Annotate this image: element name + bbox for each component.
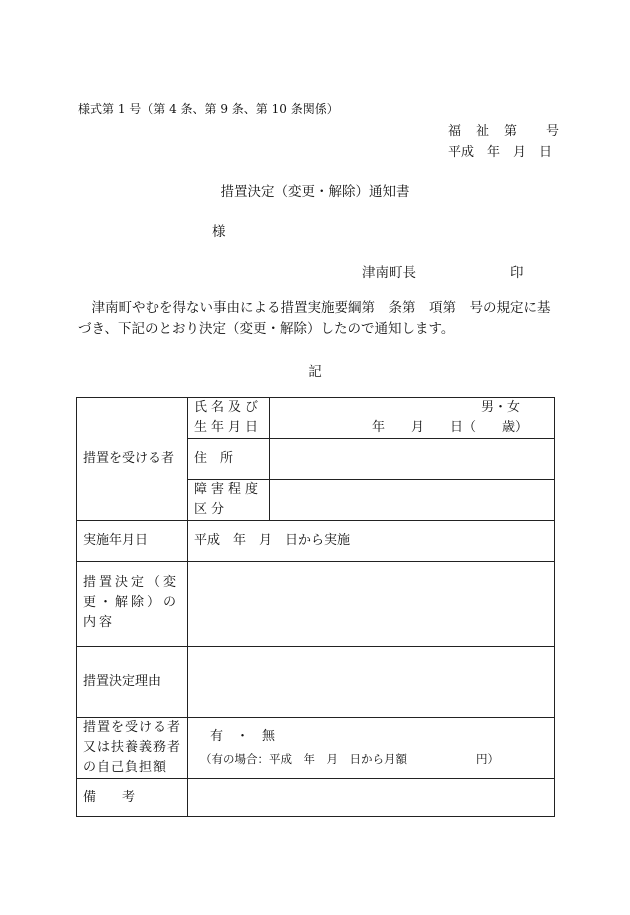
table-row (77, 562, 555, 647)
decision-content-label: 措置決定（変更・解除）の内容 (77, 562, 188, 647)
disability-label: 障害程度区分 (188, 480, 270, 521)
name-birth-label: 氏名及び生年月日 (188, 398, 270, 439)
remarks-cell (188, 779, 555, 817)
document-title: 措置決定（変更・解除）通知書 (220, 184, 410, 200)
document-date: 平成 年 月 日 (448, 145, 553, 160)
impl-date-value: 平成 年 月 日から実施 (188, 521, 555, 562)
table-row (77, 779, 555, 817)
table-row (77, 398, 555, 439)
impl-date-label: 実施年月日 (77, 521, 188, 562)
addressee-suffix: 様 (212, 224, 226, 240)
ki-heading: 記 (308, 364, 322, 380)
table-row (77, 718, 555, 779)
recipient-label: 措置を受ける者 (77, 398, 188, 521)
self-burden-label: 措置を受ける者又は扶養義務者の自己負担額 (77, 718, 188, 779)
self-burden-detail: （有の場合：平成 年 月 日から月額 円） (200, 752, 499, 766)
address-label: 住 所 (188, 439, 270, 480)
self-burden-choice: 有 ・ 無 (210, 729, 276, 744)
form-number: 様式第 1 号（第 4 条、第 9 条、第 10 条関係） (78, 102, 339, 116)
decision-content-cell (188, 562, 555, 647)
notice-table (76, 397, 555, 817)
table-row (77, 647, 555, 718)
decision-reason-cell (188, 647, 555, 718)
gender-value: 男・女 (480, 400, 520, 415)
birth-date-value: 年 月 日（ 歳） (371, 420, 528, 435)
seal-mark: 印 (510, 265, 524, 281)
name-birth-cell (270, 398, 555, 439)
decision-reason-label: 措置決定理由 (77, 647, 188, 718)
remarks-label: 備 考 (77, 779, 188, 817)
table-row (77, 521, 555, 562)
disability-cell (270, 480, 555, 521)
issuer: 津南町長 (362, 265, 416, 281)
self-burden-cell (188, 718, 555, 779)
document-number: 福 祉 第 号 (448, 124, 561, 139)
address-cell (270, 439, 555, 480)
body-text: 津南町やむを得ない事由による措置実施要綱第 条第 項第 号の規定に基づき、下記のとおり決定（変更・解除）したので通知します。 (78, 300, 551, 337)
